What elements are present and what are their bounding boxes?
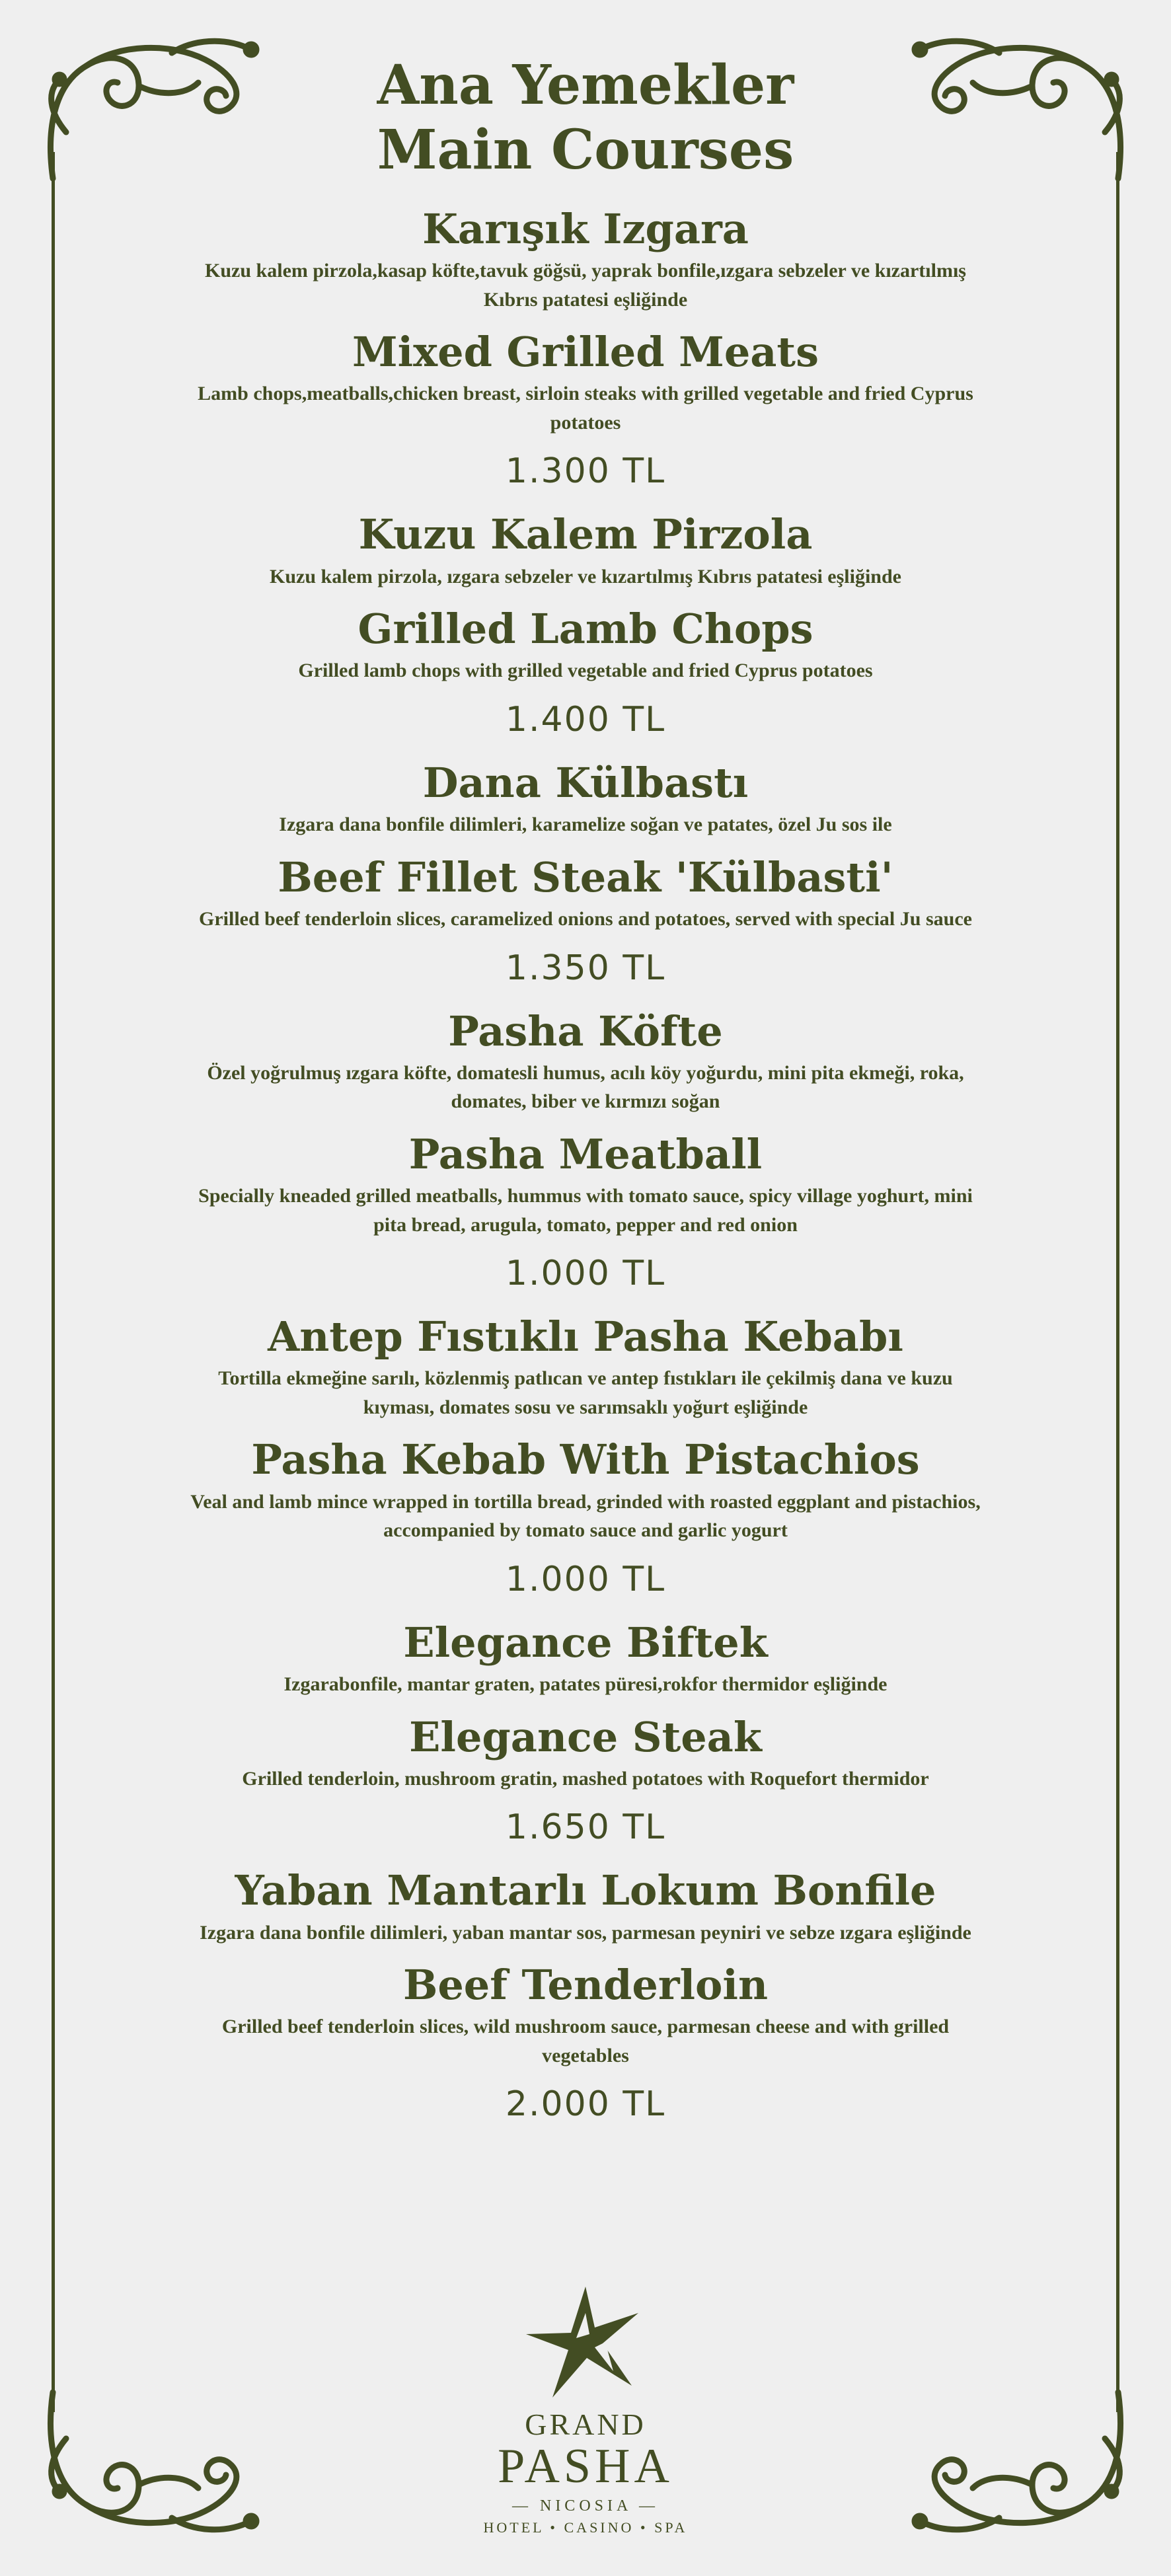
dish-description-tr: Tortilla ekmeğine sarılı, közlenmiş patlıcan ve antep fıstıkları ile çekilmiş dana ve kuzu kıyması, domates sosu ve sarımsaklı yoğurt eşliğinde — [218, 1367, 953, 1418]
frame-border-left — [52, 152, 55, 2412]
dish-price: 1.000 TL — [505, 1254, 666, 1294]
dish-description-tr: Kuzu kalem pirzola,kasap köfte,tavuk göğsü, yaprak bonfile,ızgara sebzeler ve kızartılmış Kıbrıs patatesi eşliğinde — [205, 260, 966, 311]
menu-item — [165, 1313, 1006, 1599]
dish-description-en: Lamb chops,meatballs,chicken breast, sirloin steaks with grilled vegetable and fried Cyprus potatoes — [198, 383, 973, 434]
dish-price: 1.650 TL — [505, 1807, 666, 1848]
dish-description-en: Specially kneaded grilled meatballs, hummus with tomato sauce, spicy village yoghurt, mini pita bread, arugula, tomato, pepper and red onion — [198, 1185, 973, 1236]
menu-item — [165, 1619, 1006, 1848]
dish-name-en: Mixed Grilled Meats — [352, 328, 819, 377]
corner-ornament-bottom-left — [40, 2386, 264, 2538]
dish-description-en: Grilled beef tenderloin slices, caramelized onions and potatoes, served with special Ju sauce — [199, 908, 972, 930]
dish-description-en: Grilled beef tenderloin slices, wild mushroom sauce, parmesan cheese and with grilled vegetables — [221, 2016, 950, 2066]
star-icon — [526, 2287, 645, 2399]
page-title-en: Main Courses — [377, 118, 794, 182]
dish-name-en: Beef Tenderloin — [402, 1961, 769, 2010]
frame-border-right — [1116, 152, 1119, 2412]
dish-price: 2.000 TL — [505, 2084, 666, 2125]
dish-name-en: Pasha Kebab With Pistachios — [251, 1435, 920, 1484]
menu-item — [165, 206, 1006, 492]
brand-logo — [453, 2287, 718, 2536]
dish-name-tr: Yaban Mantarlı Lokum Bonfile — [235, 1866, 936, 1915]
dish-description-tr: Izgara dana bonfile dilimleri, yaban mantar sos, parmesan peyniri ve sebze ızgara eşliğinde — [200, 1921, 971, 1944]
dish-name-tr: Kuzu Kalem Pirzola — [358, 510, 813, 559]
dish-price: 1.000 TL — [505, 1559, 666, 1599]
dish-price: 1.300 TL — [505, 451, 666, 492]
corner-ornament-bottom-right — [907, 2386, 1131, 2538]
dish-name-tr: Karışık Izgara — [422, 204, 749, 253]
dish-price: 1.400 TL — [505, 699, 666, 739]
logo-pasha: PASHA — [498, 2439, 673, 2493]
menu-item — [165, 759, 1006, 988]
menu-content — [165, 53, 1006, 2144]
dish-name-en: Elegance Steak — [409, 1712, 762, 1761]
dish-name-en: Pasha Meatball — [408, 1129, 763, 1178]
dish-description-tr: Izgara dana bonfile dilimleri, karamelize soğan ve patates, özel Ju sos ile — [279, 814, 892, 836]
dish-price: 1.350 TL — [505, 948, 666, 988]
dish-name-tr: Dana Külbastı — [422, 758, 749, 807]
logo-city: — NICOSIA — — [511, 2497, 659, 2515]
page-title-tr: Ana Yemekler — [377, 54, 794, 117]
logo-tagline: HOTEL • CASINO • SPA — [483, 2519, 688, 2536]
dish-name-tr: Pasha Köfte — [448, 1006, 723, 1055]
page-title — [165, 53, 1006, 183]
dish-name-tr: Elegance Biftek — [403, 1618, 768, 1667]
logo-grand: GRAND — [525, 2407, 646, 2441]
dish-description-en: Veal and lamb mince wrapped in tortilla bread, grinded with roasted eggplant and pistachios, accompanied by tomato sauce and garlic yogurt — [190, 1490, 981, 1542]
dish-description-en: Grilled tenderloin, mushroom gratin, mashed potatoes with Roquefort thermidor — [242, 1767, 929, 1790]
dish-description-tr: Kuzu kalem pirzola, ızgara sebzeler ve kızartılmış Kıbrıs patatesi eşliğinde — [269, 565, 901, 587]
dish-name-en: Grilled Lamb Chops — [358, 605, 813, 654]
dish-description-tr: Izgarabonfile, mantar graten, patates püresi,rokfor thermidor eşliğinde — [283, 1673, 888, 1696]
menu-item — [165, 1008, 1006, 1294]
menu-item — [165, 1867, 1006, 2124]
dish-name-en: Beef Fillet Steak 'Külbasti' — [278, 852, 893, 901]
dish-name-tr: Antep Fıstıklı Pasha Kebabı — [268, 1312, 903, 1361]
dish-description-en: Grilled lamb chops with grilled vegetable and fried Cyprus potatoes — [298, 660, 873, 682]
menu-item — [165, 511, 1006, 739]
dish-description-tr: Özel yoğrulmuş ızgara köfte, domatesli humus, acılı köy yoğurdu, mini pita ekmeği, roka, domates, biber ve kırmızı soğan — [207, 1061, 964, 1113]
